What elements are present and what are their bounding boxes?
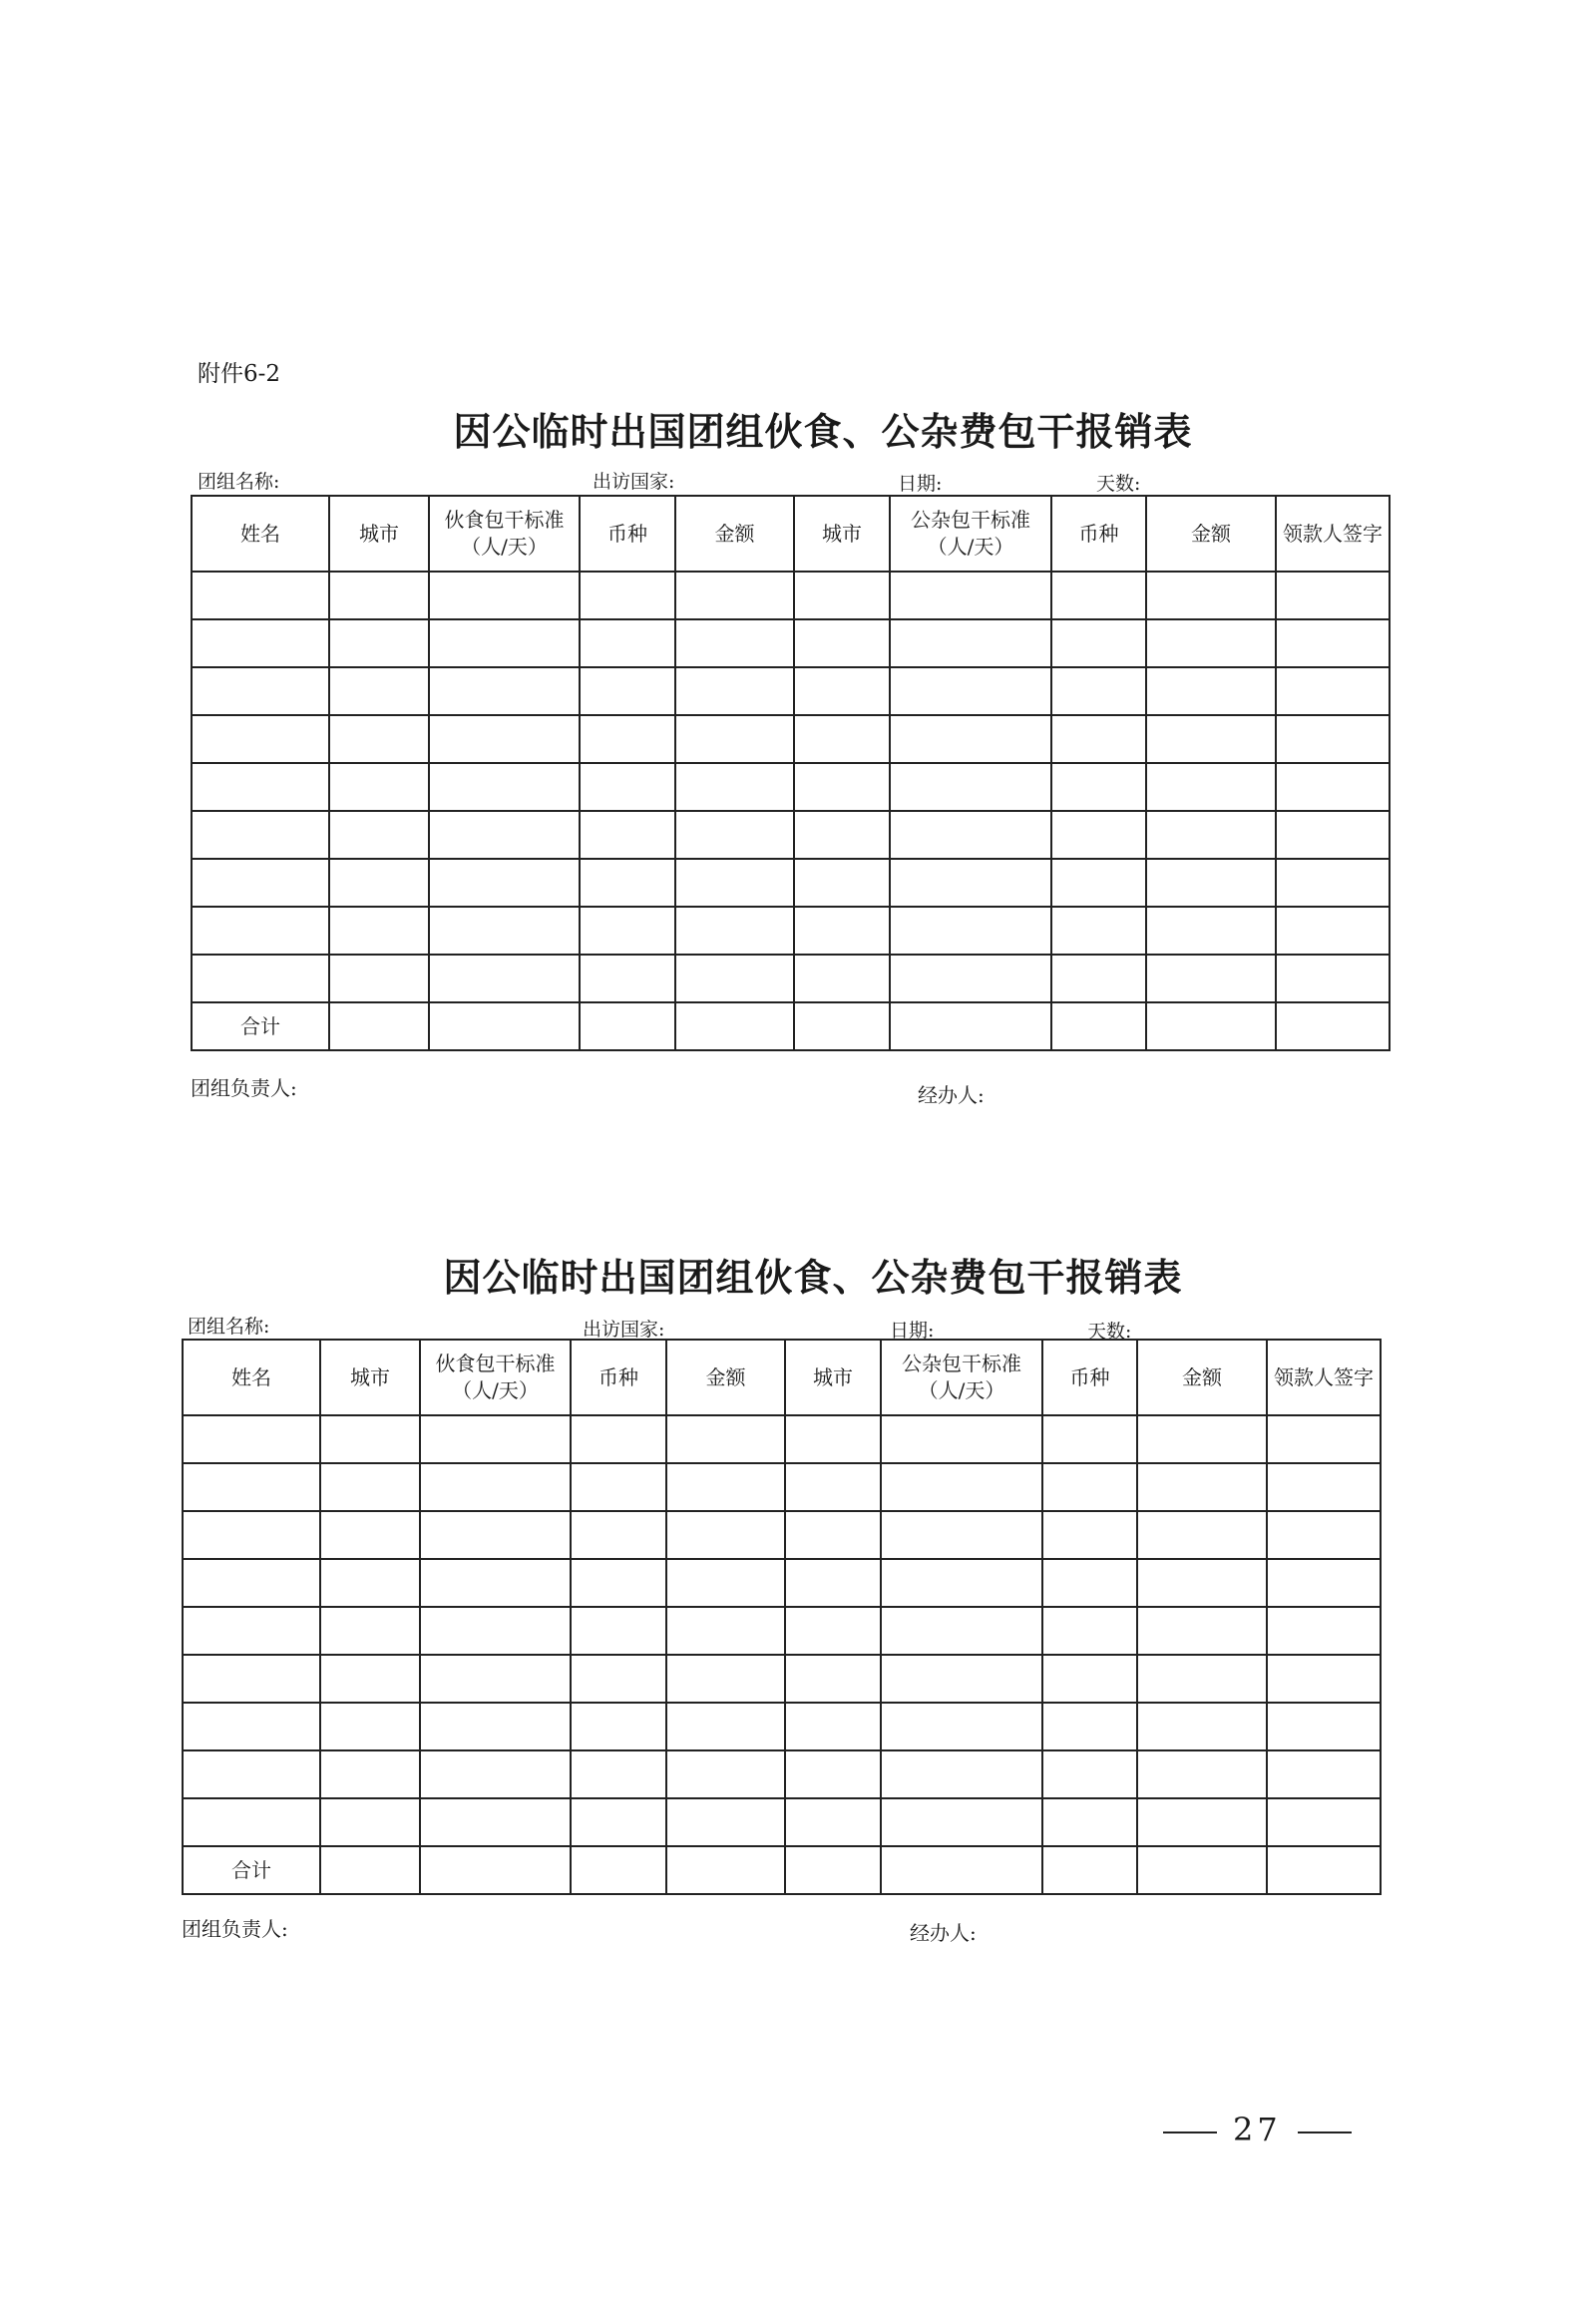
table-cell[interactable] bbox=[192, 811, 329, 859]
table-cell[interactable] bbox=[785, 1511, 881, 1559]
table-cell[interactable] bbox=[666, 1655, 785, 1703]
table-cell[interactable] bbox=[666, 1750, 785, 1798]
table-cell[interactable] bbox=[785, 1607, 881, 1655]
table-cell[interactable] bbox=[420, 1415, 571, 1463]
table-cell[interactable] bbox=[1137, 1511, 1267, 1559]
table-cell[interactable] bbox=[881, 1607, 1042, 1655]
table-cell[interactable] bbox=[429, 715, 580, 763]
form-1-handler-label: 经办人: bbox=[918, 1083, 985, 1107]
form-2-handler-label: 经办人: bbox=[910, 1921, 977, 1945]
table-cell[interactable] bbox=[675, 715, 794, 763]
table-cell[interactable] bbox=[320, 1846, 420, 1894]
table-cell[interactable] bbox=[1137, 1463, 1267, 1511]
table-cell[interactable] bbox=[1267, 1798, 1381, 1846]
table-cell[interactable] bbox=[1146, 667, 1276, 715]
table-cell[interactable] bbox=[329, 619, 429, 667]
table-cell[interactable] bbox=[666, 1798, 785, 1846]
table-cell[interactable] bbox=[1051, 572, 1146, 619]
table-cell[interactable] bbox=[675, 907, 794, 955]
form-1-date-label: 日期: bbox=[898, 473, 943, 495]
table-cell[interactable] bbox=[329, 811, 429, 859]
total-row bbox=[183, 1846, 1381, 1894]
table-cell[interactable] bbox=[420, 1463, 571, 1511]
table-cell[interactable] bbox=[890, 907, 1051, 955]
table-cell[interactable] bbox=[794, 572, 890, 619]
table-cell[interactable] bbox=[890, 572, 1051, 619]
table-cell[interactable] bbox=[1051, 955, 1146, 1002]
form-2-group-leader-label: 团组负责人: bbox=[182, 1917, 288, 1941]
table-row bbox=[183, 1703, 1381, 1750]
table-row bbox=[183, 1463, 1381, 1511]
form-2-table bbox=[182, 1339, 1382, 1895]
column-header: 金额 bbox=[1146, 496, 1276, 572]
table-cell[interactable] bbox=[785, 1415, 881, 1463]
column-header: 币种 bbox=[580, 496, 675, 572]
table-cell[interactable] bbox=[429, 763, 580, 811]
table-cell[interactable] bbox=[571, 1703, 666, 1750]
table-cell[interactable] bbox=[666, 1463, 785, 1511]
table-cell[interactable] bbox=[580, 763, 675, 811]
table-cell[interactable] bbox=[183, 1655, 320, 1703]
column-header: 伙食包干标准（人/天） bbox=[429, 496, 580, 572]
table-cell[interactable] bbox=[183, 1415, 320, 1463]
table-cell[interactable] bbox=[192, 907, 329, 955]
table-cell[interactable] bbox=[580, 667, 675, 715]
table-cell[interactable] bbox=[794, 1002, 890, 1050]
table-cell[interactable] bbox=[320, 1511, 420, 1559]
table-cell[interactable] bbox=[794, 907, 890, 955]
table-cell[interactable] bbox=[192, 667, 329, 715]
table-cell[interactable] bbox=[1042, 1750, 1137, 1798]
table-cell[interactable] bbox=[1042, 1798, 1137, 1846]
table-cell[interactable] bbox=[890, 715, 1051, 763]
table-cell[interactable] bbox=[881, 1511, 1042, 1559]
table-cell[interactable] bbox=[1137, 1655, 1267, 1703]
table-cell[interactable] bbox=[1042, 1463, 1137, 1511]
table-cell[interactable] bbox=[794, 667, 890, 715]
table-row bbox=[192, 811, 1390, 859]
table-row bbox=[183, 1415, 1381, 1463]
table-cell[interactable] bbox=[420, 1846, 571, 1894]
table-cell[interactable] bbox=[183, 1798, 320, 1846]
table-cell[interactable] bbox=[881, 1750, 1042, 1798]
table-cell[interactable] bbox=[429, 619, 580, 667]
table-row bbox=[183, 1798, 1381, 1846]
table-cell[interactable] bbox=[1267, 1846, 1381, 1894]
table-cell[interactable] bbox=[1276, 715, 1390, 763]
table-cell[interactable] bbox=[580, 907, 675, 955]
table-row bbox=[192, 955, 1390, 1002]
form-1-title: 因公临时出国团组伙食、公杂费包干报销表 bbox=[453, 410, 1193, 454]
table-cell[interactable] bbox=[1137, 1750, 1267, 1798]
table-cell[interactable] bbox=[420, 1798, 571, 1846]
table-cell[interactable] bbox=[1276, 572, 1390, 619]
table-cell[interactable] bbox=[1146, 715, 1276, 763]
table-cell[interactable] bbox=[1051, 619, 1146, 667]
column-header: 城市 bbox=[329, 496, 429, 572]
table-cell[interactable] bbox=[785, 1463, 881, 1511]
attachment-label: 附件6-2 bbox=[198, 361, 281, 387]
table-cell[interactable] bbox=[420, 1750, 571, 1798]
table-cell[interactable] bbox=[675, 763, 794, 811]
table-cell[interactable] bbox=[794, 859, 890, 907]
table-cell[interactable] bbox=[890, 955, 1051, 1002]
table-cell[interactable] bbox=[794, 715, 890, 763]
table-cell[interactable] bbox=[1137, 1703, 1267, 1750]
table-cell[interactable] bbox=[580, 1002, 675, 1050]
table-cell[interactable] bbox=[1267, 1415, 1381, 1463]
table-cell[interactable] bbox=[580, 859, 675, 907]
table-cell[interactable] bbox=[429, 859, 580, 907]
column-header: 姓名 bbox=[183, 1340, 320, 1415]
table-cell[interactable] bbox=[320, 1798, 420, 1846]
form-2-group-name-label: 团组名称: bbox=[188, 1316, 270, 1338]
table-cell[interactable] bbox=[1137, 1607, 1267, 1655]
table-cell[interactable] bbox=[1146, 811, 1276, 859]
table-cell[interactable] bbox=[192, 859, 329, 907]
table-cell[interactable] bbox=[580, 572, 675, 619]
table-cell[interactable] bbox=[329, 667, 429, 715]
table-cell[interactable] bbox=[1042, 1703, 1137, 1750]
table-cell[interactable] bbox=[1276, 619, 1390, 667]
table-cell[interactable] bbox=[890, 763, 1051, 811]
table-cell[interactable] bbox=[785, 1750, 881, 1798]
table-cell[interactable] bbox=[1051, 1002, 1146, 1050]
table-cell[interactable] bbox=[183, 1607, 320, 1655]
table-cell[interactable] bbox=[580, 955, 675, 1002]
table-cell[interactable] bbox=[1276, 859, 1390, 907]
table-cell[interactable] bbox=[571, 1415, 666, 1463]
table-row bbox=[192, 619, 1390, 667]
form-1-group-name-label: 团组名称: bbox=[198, 471, 280, 493]
column-header: 领款人签字 bbox=[1276, 496, 1390, 572]
table-cell[interactable] bbox=[666, 1415, 785, 1463]
table-cell[interactable] bbox=[320, 1415, 420, 1463]
table-cell[interactable] bbox=[890, 811, 1051, 859]
table-cell[interactable] bbox=[666, 1703, 785, 1750]
table-cell[interactable] bbox=[571, 1511, 666, 1559]
table-cell[interactable] bbox=[580, 715, 675, 763]
table-cell[interactable] bbox=[1051, 907, 1146, 955]
table-cell[interactable] bbox=[881, 1655, 1042, 1703]
table-cell[interactable] bbox=[571, 1798, 666, 1846]
table-cell[interactable] bbox=[1267, 1655, 1381, 1703]
page-number-text: 27 bbox=[1233, 2111, 1282, 2148]
table-cell[interactable] bbox=[675, 619, 794, 667]
table-row bbox=[183, 1511, 1381, 1559]
table-cell[interactable] bbox=[329, 907, 429, 955]
table-cell[interactable] bbox=[666, 1846, 785, 1894]
form-1-table bbox=[191, 495, 1391, 1051]
table-row bbox=[192, 667, 1390, 715]
table-cell[interactable] bbox=[420, 1607, 571, 1655]
table-cell[interactable] bbox=[794, 619, 890, 667]
table-cell[interactable] bbox=[571, 1750, 666, 1798]
table-cell[interactable] bbox=[320, 1607, 420, 1655]
table-cell[interactable] bbox=[1276, 1002, 1390, 1050]
table-row bbox=[183, 1750, 1381, 1798]
table-cell[interactable] bbox=[881, 1463, 1042, 1511]
table-cell[interactable] bbox=[1276, 955, 1390, 1002]
table-cell[interactable] bbox=[329, 715, 429, 763]
table-row bbox=[192, 763, 1390, 811]
total-label: 合计 bbox=[192, 1002, 329, 1050]
table-cell[interactable] bbox=[192, 763, 329, 811]
table-cell[interactable] bbox=[881, 1703, 1042, 1750]
table-cell[interactable] bbox=[1276, 667, 1390, 715]
column-header: 城市 bbox=[320, 1340, 420, 1415]
table-cell[interactable] bbox=[666, 1559, 785, 1607]
column-header: 城市 bbox=[785, 1340, 881, 1415]
table-cell[interactable] bbox=[675, 667, 794, 715]
form-1-group-leader-label: 团组负责人: bbox=[191, 1076, 297, 1100]
table-cell[interactable] bbox=[794, 763, 890, 811]
table-cell[interactable] bbox=[420, 1703, 571, 1750]
table-cell[interactable] bbox=[183, 1511, 320, 1559]
table-cell[interactable] bbox=[1146, 619, 1276, 667]
table-cell[interactable] bbox=[580, 811, 675, 859]
table-cell[interactable] bbox=[183, 1463, 320, 1511]
table-row bbox=[183, 1655, 1381, 1703]
table-cell[interactable] bbox=[785, 1798, 881, 1846]
column-header: 领款人签字 bbox=[1267, 1340, 1381, 1415]
page-dash-left bbox=[1163, 2131, 1217, 2133]
table-cell[interactable] bbox=[1137, 1559, 1267, 1607]
table-cell[interactable] bbox=[571, 1655, 666, 1703]
table-cell[interactable] bbox=[785, 1703, 881, 1750]
table-row bbox=[192, 715, 1390, 763]
table-cell[interactable] bbox=[1051, 859, 1146, 907]
table-cell[interactable] bbox=[785, 1559, 881, 1607]
table-cell[interactable] bbox=[675, 572, 794, 619]
table-cell[interactable] bbox=[420, 1559, 571, 1607]
table-cell[interactable] bbox=[785, 1846, 881, 1894]
table-cell[interactable] bbox=[329, 763, 429, 811]
table-cell[interactable] bbox=[192, 955, 329, 1002]
table-row bbox=[183, 1559, 1381, 1607]
column-header: 金额 bbox=[675, 496, 794, 572]
column-header: 公杂包干标准（人/天） bbox=[881, 1340, 1042, 1415]
column-header: 币种 bbox=[1042, 1340, 1137, 1415]
table-cell[interactable] bbox=[881, 1846, 1042, 1894]
table-cell[interactable] bbox=[675, 1002, 794, 1050]
table-cell[interactable] bbox=[320, 1655, 420, 1703]
total-label: 合计 bbox=[183, 1846, 320, 1894]
table-cell[interactable] bbox=[1137, 1846, 1267, 1894]
table-cell[interactable] bbox=[192, 572, 329, 619]
table-cell[interactable] bbox=[1276, 763, 1390, 811]
table-cell[interactable] bbox=[675, 811, 794, 859]
table-cell[interactable] bbox=[429, 955, 580, 1002]
table-cell[interactable] bbox=[1042, 1559, 1137, 1607]
table-cell[interactable] bbox=[1267, 1607, 1381, 1655]
table-cell[interactable] bbox=[183, 1559, 320, 1607]
table-cell[interactable] bbox=[329, 955, 429, 1002]
table-cell[interactable] bbox=[429, 811, 580, 859]
table-cell[interactable] bbox=[1051, 667, 1146, 715]
table-cell[interactable] bbox=[192, 619, 329, 667]
table-cell[interactable] bbox=[1137, 1415, 1267, 1463]
table-cell[interactable] bbox=[420, 1511, 571, 1559]
table-cell[interactable] bbox=[329, 1002, 429, 1050]
table-row bbox=[183, 1607, 1381, 1655]
table-cell[interactable] bbox=[183, 1703, 320, 1750]
table-cell[interactable] bbox=[429, 1002, 580, 1050]
table-cell[interactable] bbox=[571, 1607, 666, 1655]
table-cell[interactable] bbox=[429, 667, 580, 715]
table-cell[interactable] bbox=[1051, 811, 1146, 859]
table-cell[interactable] bbox=[890, 1002, 1051, 1050]
table-cell[interactable] bbox=[320, 1703, 420, 1750]
form-2-date-label: 日期: bbox=[890, 1320, 935, 1342]
table-cell[interactable] bbox=[420, 1655, 571, 1703]
form-2-days-label: 天数: bbox=[1087, 1321, 1132, 1343]
table-cell[interactable] bbox=[329, 572, 429, 619]
column-header: 伙食包干标准（人/天） bbox=[420, 1340, 571, 1415]
table-cell[interactable] bbox=[890, 619, 1051, 667]
table-cell[interactable] bbox=[1042, 1846, 1137, 1894]
table-cell[interactable] bbox=[192, 715, 329, 763]
table-cell[interactable] bbox=[1042, 1511, 1137, 1559]
column-header: 姓名 bbox=[192, 496, 329, 572]
table-row bbox=[192, 572, 1390, 619]
table-cell[interactable] bbox=[675, 859, 794, 907]
column-header: 金额 bbox=[1137, 1340, 1267, 1415]
table-cell[interactable] bbox=[320, 1750, 420, 1798]
table-cell[interactable] bbox=[1146, 859, 1276, 907]
table-row bbox=[192, 907, 1390, 955]
table-cell[interactable] bbox=[1051, 715, 1146, 763]
table-cell[interactable] bbox=[794, 955, 890, 1002]
table-cell[interactable] bbox=[1276, 907, 1390, 955]
table-cell[interactable] bbox=[320, 1559, 420, 1607]
column-header: 金额 bbox=[666, 1340, 785, 1415]
column-header: 币种 bbox=[571, 1340, 666, 1415]
table-cell[interactable] bbox=[320, 1463, 420, 1511]
column-header: 币种 bbox=[1051, 496, 1146, 572]
table-cell[interactable] bbox=[794, 811, 890, 859]
form-1-country-label: 出访国家: bbox=[593, 471, 675, 493]
table-cell[interactable] bbox=[1267, 1750, 1381, 1798]
table-cell[interactable] bbox=[1137, 1798, 1267, 1846]
table-cell[interactable] bbox=[1042, 1655, 1137, 1703]
form-2-title: 因公临时出国团组伙食、公杂费包干报销表 bbox=[443, 1256, 1183, 1300]
table-cell[interactable] bbox=[881, 1798, 1042, 1846]
table-cell[interactable] bbox=[881, 1415, 1042, 1463]
table-cell[interactable] bbox=[1042, 1607, 1137, 1655]
table-cell[interactable] bbox=[1146, 1002, 1276, 1050]
table-cell[interactable] bbox=[1267, 1559, 1381, 1607]
table-cell[interactable] bbox=[571, 1559, 666, 1607]
table-cell[interactable] bbox=[1051, 763, 1146, 811]
table-cell[interactable] bbox=[429, 572, 580, 619]
table-cell[interactable] bbox=[881, 1559, 1042, 1607]
table-cell[interactable] bbox=[890, 667, 1051, 715]
form-2-country-label: 出访国家: bbox=[583, 1319, 665, 1341]
table-cell[interactable] bbox=[1267, 1703, 1381, 1750]
table-cell[interactable] bbox=[890, 859, 1051, 907]
table-cell[interactable] bbox=[329, 859, 429, 907]
table-cell[interactable] bbox=[571, 1463, 666, 1511]
table-cell[interactable] bbox=[785, 1655, 881, 1703]
table-cell[interactable] bbox=[1146, 907, 1276, 955]
table-row bbox=[192, 859, 1390, 907]
total-row bbox=[192, 1002, 1390, 1050]
table-cell[interactable] bbox=[580, 619, 675, 667]
column-header: 城市 bbox=[794, 496, 890, 572]
table-cell[interactable] bbox=[675, 955, 794, 1002]
table-cell[interactable] bbox=[1276, 811, 1390, 859]
column-header: 公杂包干标准（人/天） bbox=[890, 496, 1051, 572]
table-cell[interactable] bbox=[429, 907, 580, 955]
table-cell[interactable] bbox=[1042, 1415, 1137, 1463]
table-cell[interactable] bbox=[571, 1846, 666, 1894]
table-cell[interactable] bbox=[1146, 572, 1276, 619]
form-1-days-label: 天数: bbox=[1096, 473, 1141, 495]
page-number bbox=[1147, 2111, 1368, 2148]
table-cell[interactable] bbox=[183, 1750, 320, 1798]
table-cell[interactable] bbox=[1267, 1463, 1381, 1511]
table-cell[interactable] bbox=[1146, 955, 1276, 1002]
table-cell[interactable] bbox=[666, 1511, 785, 1559]
table-cell[interactable] bbox=[1146, 763, 1276, 811]
page-dash-right bbox=[1298, 2131, 1352, 2133]
table-cell[interactable] bbox=[1267, 1511, 1381, 1559]
table-cell[interactable] bbox=[666, 1607, 785, 1655]
